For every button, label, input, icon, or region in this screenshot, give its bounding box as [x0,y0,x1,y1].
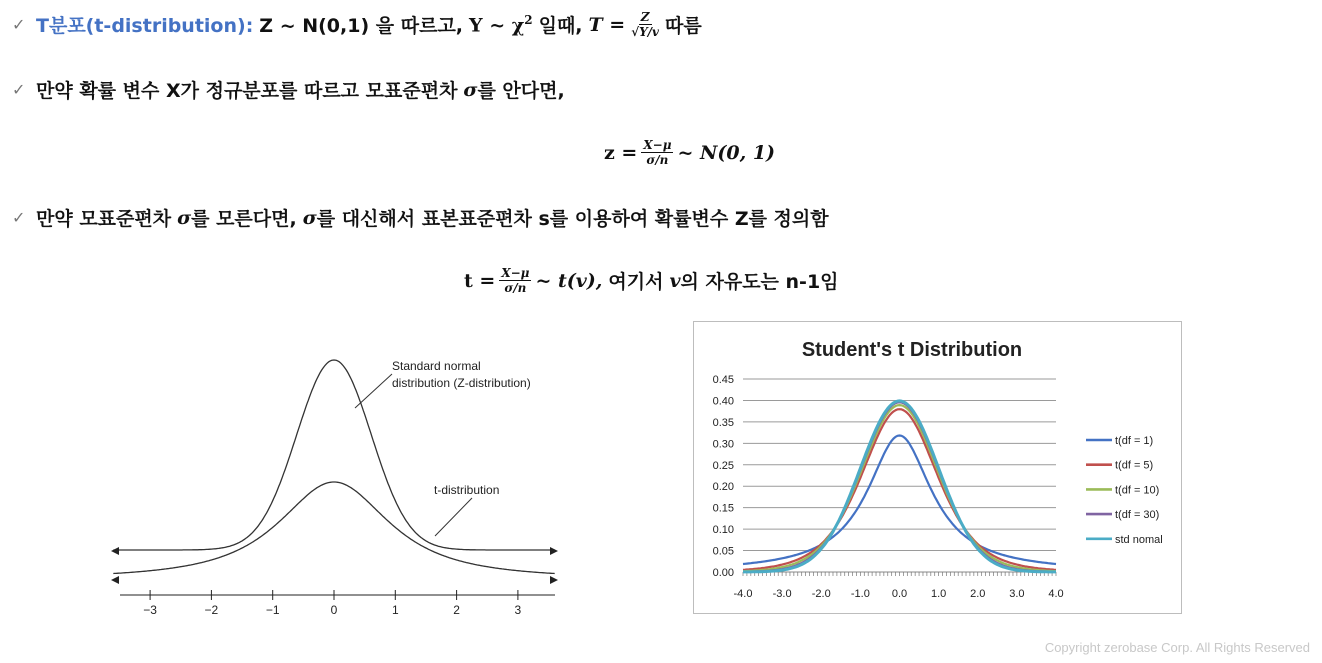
t-annotation: t-distribution [434,483,500,497]
legend-label: t(df = 10) [1115,484,1160,497]
x-tick-label: 3.0 [1009,588,1025,600]
series-line [743,405,1056,571]
t-right-arrow [550,576,558,584]
legend-label: std nomal [1115,533,1163,546]
student-t-chart-frame [693,321,1182,614]
x-tick-label: 0 [330,603,338,617]
x-tick-label: −2 [204,603,219,617]
bullet-unknown-sigma [12,204,829,231]
y-tick-label: 0.05 [712,545,734,558]
y-tick-label: 0.20 [712,481,734,494]
x-tick-label: 1.0 [930,588,947,600]
bullet2-text2: 를 안다면, [477,80,565,102]
bullet3-text2: 를 모른다면, [191,208,297,230]
normal-right-arrow [550,547,558,555]
bullet3-sigma1: σ [177,206,192,229]
y-tick-label: 0.40 [712,395,734,408]
chart-title: Student's t Distribution [801,339,1023,361]
series-line [743,402,1056,572]
student-t-chart [694,322,1181,613]
bullet1-text1: Z ~ N(0,1) 을 따르고, [259,15,464,37]
legend-label: t(df = 5) [1115,459,1154,472]
t-distribution-label: T분포(t-distribution): [36,15,254,37]
bullet2-text1: 만약 확률 변수 X가 정규분포를 따르고 모표준편차 [36,80,458,102]
copyright-text: Copyright zerobase Corp. All Rights Reserved [1044,640,1310,655]
t-left-arrow [111,576,119,584]
y-tick-label: 0.10 [712,524,734,537]
normal-vs-t-figure [100,350,570,625]
y-tick-label: 0.00 [712,567,734,579]
z-eq-lhs: z = [604,141,638,164]
x-tick-label: -3.0 [772,588,792,600]
bullet1-text2: 일때, [538,15,583,37]
check-icon: ✓ [12,15,26,34]
check-icon: ✓ [12,208,26,227]
bullet3-sigma2: σ [302,206,317,229]
x-tick-label: 0.0 [891,588,908,600]
z-eq-rhs: ~ N(0, 1) [677,141,776,164]
normal-leader-line [355,374,392,408]
x-tick-label: -1.0 [850,588,870,600]
x-tick-label: -2.0 [811,588,831,600]
t-eq-fraction: $\frac{X-\mu}{\sigma/n}$ [501,266,530,295]
check-icon: ✓ [12,80,26,99]
x-tick-label: −3 [143,603,157,617]
x-tick-label: 2 [453,603,460,617]
x-tick-label: 3 [514,603,522,617]
t-eq-v: v [669,269,681,292]
legend-label: t(df = 1) [1115,435,1154,447]
x-tick-label: −1 [265,603,280,617]
t-eq-text1: 여기서 [608,271,664,293]
x-tick-label: 1 [391,603,399,617]
y-tick-label: 0.45 [712,374,734,386]
bullet1-text3: 따름 [665,15,702,37]
normal-left-arrow [111,547,119,555]
normal-annotation-line1: Standard normal [392,359,481,373]
bullet-t-distribution [12,10,702,39]
y-tick-label: 0.30 [712,438,734,451]
bullet2-sigma: σ [463,78,478,101]
t-leader-line [435,498,472,536]
series-line [743,436,1056,565]
y-tick-label: 0.35 [712,416,734,429]
series-line [743,409,1056,570]
legend-label: t(df = 30) [1115,509,1160,522]
t-eq-lhs: t = [464,269,496,292]
t-eq-text2: 의 자유도는 n-1임 [680,271,839,293]
bullet1-math1: Y ~ $\chi^2$ [469,12,533,37]
x-tick-label: 4.0 [1048,588,1064,600]
y-tick-label: 0.25 [712,459,734,472]
normal-annotation-line2: distribution (Z-distribution) [392,376,531,390]
bullet1-math2: T = [588,13,626,36]
z-eq-fraction: $\frac{X-\mu}{\sigma/n}$ [643,138,672,167]
bullet3-text3: 를 대신해서 표본표준편차 s를 이용하여 확률변수 Z를 정의함 [316,208,829,230]
t-eq-rhs: ~ t(v), [535,269,603,292]
z-equation [604,138,775,167]
bullet3-text1: 만약 모표준편차 [36,208,172,230]
bullet-known-sigma [12,76,565,103]
y-tick-label: 0.15 [712,502,734,515]
x-tick-label: 2.0 [970,588,986,600]
x-tick-label: -4.0 [733,588,753,600]
t-equation [464,266,839,295]
bullet1-fraction: $\frac{Z}{√Y/v}$ [631,10,660,39]
